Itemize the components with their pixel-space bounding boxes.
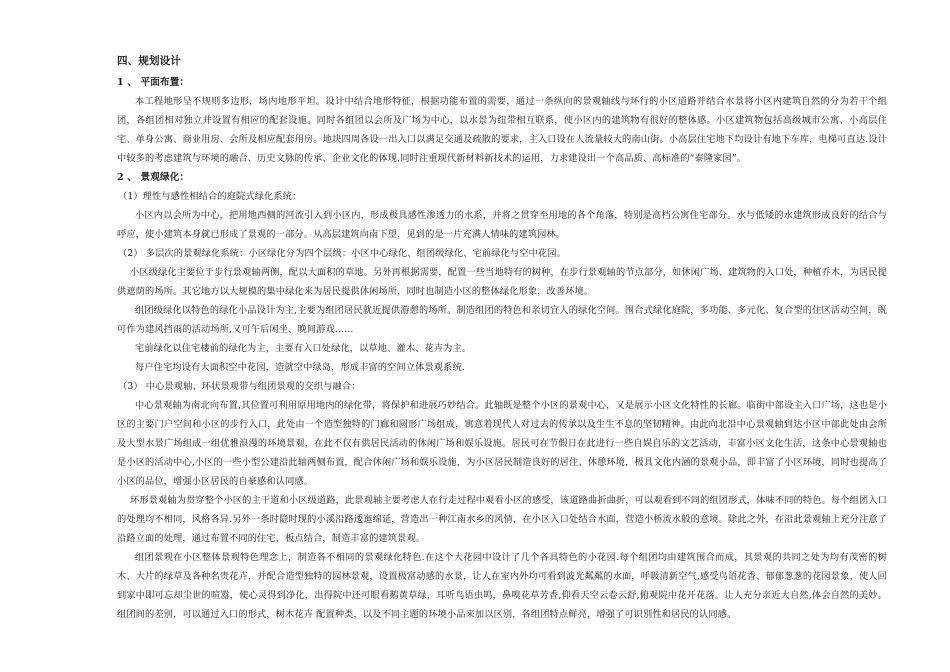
paragraph-layout: 本工程地形呈不规则多边形，场内地形平坦。设计中结合地形特征，根据功能布置的需要，通过一条纵向的景观轴线与环行的小区道路并结合水景将小区内建筑自然的分为若干个组团，各组团相对独立并设置有相应的配套设施。同时各组团以会所及广场为中心，以水景为纽带相互联系，使小区内的建筑物有很好的整体感。小区建筑物包括高级城市公寓、小高层住宅、单身公寓、商业用房、会所及相应配套用房。地块四周各设一出入口以满足交通及疏散的要求，主入口设在人流量较大的南山街。小高层住宅地下均设计有地下车库，电梯可直达.设计中较多的考虑建筑与环境的融合、历史文脉的传承、企业文化的体现,同时注重现代新材料新技术的运用，力求建设出一个高品质、高标准的“泰隆家园”。 xyxy=(117,96,887,164)
paragraph-district-green: 小区级绿化主要位于步行景观轴两侧，配以大面积的草地。另外再根据需要，配置一些当地特有的树种，在步行景观轴的节点部分，如休闲广场、建筑物的入口处，种植乔木，为居民提供遮荫的场所。其它地方以大规模的集中绿化来为居民提供休闲场所，同时也制造小区的整体绿化形象，改善环境。 xyxy=(117,267,887,297)
item-heading-1: （1）理性与感性相结合的庭院式绿化系统： xyxy=(118,191,302,202)
paragraph-ring-axis: 环形景观轴为贯穿整个小区的主干道和小区级道路，此景观轴主要考虑人在行走过程中观看小区的感受，该道路曲折曲折，可以观看到不同的组团形式，体味不同的特色。每个组团入口的处理均不相同，风格各异.另外一条时隐时现的小溪沿路逶迤绵延，营造出一种江南水乡的风情，在小区入口处结合水面，营造小桥流水般的意境。除此之外，在沿此景观轴上充分注意了沿路立面的处理，通过布置不同的住宅，板点结合，制造丰富的建筑景观。 xyxy=(117,495,887,544)
item-heading-2: （2） 多层次的景观绿化系统：小区绿化分为四个层级：小区中心绿化、组团级绿化、宅前绿化与空中花园。 xyxy=(118,248,566,259)
subsection-title-layout: 1 、 平面布置： xyxy=(117,77,190,88)
item-heading-3: （3） 中心景观轴、环状景观带与组团景观的交织与融合： xyxy=(118,381,361,392)
paragraph-sky-garden: 每户住宅均设有大面积空中花园，造就空中绿岛，形成丰富的空间立体景观系统. xyxy=(135,362,465,373)
paragraph-front-green: 宅前绿化以住宅楼前的绿化为主，主要有入口处绿化，以草地、灌木、花卉为主。 xyxy=(135,343,472,354)
subsection-title-landscape: 2 、 景观绿化： xyxy=(117,172,190,183)
paragraph-cluster-landscape: 组团景观在小区整体景观特色理念上，制造各不相同的景观绿化特色.在这个大花园中设计了几个各具特色的小花园.每个组团均由建筑围合而成，其景观的共同之处为均有茂密的树木、大片的绿草及各种名贵花卉，并配合造型独特的园林景观，设置极富动感的水景，让人在室内外均可看到波光粼粼的水面，呼吸清新空气,感受鸟语花香、郁郁葱葱的花园景象，使人回到家中即可忘却尘世的喧嚣，使心灵得到净化，出得院中还可眼看鹅黄草绿，耳听鸟语虫鸣，鼻嗅花草芳香,仰看天空云卷云舒,俯观院中花开花落。让人充分亲近大自然,体会自然的美妙。组团间的差别，可以通过入口的形式，树木花卉 配置种类，以及不同主题的环境小品来加以区别，各组团特点鲜亮，增强了可识别性和居民的认同感。 xyxy=(117,552,887,620)
paragraph-cluster-green: 组团级绿化以特色的绿化小品设计为主,主要为组团居民就近提供游憩的场所。制造组团的特色和亲切宜人的绿化空间。围合式绿化庭院，多功能、多元化、复合型的住区活动空间，既可作为建风挡雨的活动场所,又可午后闲坐、晚间游戏…… xyxy=(117,305,887,335)
document-body xyxy=(117,52,887,624)
section-heading: 四、规划设计 xyxy=(117,55,181,67)
paragraph-garden-system: 小区内以会所为中心，把用地西侧的河流引入到小区内，形成极具感性渗透力的水系，并将之贯穿至用地的各个角落，特别是高档公寓住宅部分。水与低矮的水建筑形成良好的结合与呼应，使小建筑本身就已形成了景观的一部分。从高层建筑向南下望，见到的是一片充满人情味的建筑园林。 xyxy=(117,210,887,240)
paragraph-central-axis: 中心景观轴为南北向布置,其位置可利用原用地内的绿化带，将保护和进展巧妙结合。此轴既是整个小区的景观中心，又是展示小区文化特性的长廊。临街中部设主入口广场，这也是小区的主要门户空间和小区的步行入口，此处由一个造型独特的门廊和圆形广场组成，寓意着现代人对过去的传承以及生生不息的坚韧精神。由此向北沿中心景观轴到达小区中部此处由会所及大型水景广场组成一组优雅浪漫的环境景观，在此不仅有供居民活动的休闲广场和娱乐设施。居民可在节假日在此进行一些自娱自乐的文艺活动，丰富小区文化生活，这条中心景观轴也是小区的活动中心,小区的一些小型公建沿此轴两侧布置，配合休闲广场和娱乐设施，为小区居民制造良好的居住、休憩环境，极具文化内涵的景观小品，即丰富了小区环境，同时也提高了小区的品位，增强小区居民的自豪感和认同感。 xyxy=(117,400,887,487)
